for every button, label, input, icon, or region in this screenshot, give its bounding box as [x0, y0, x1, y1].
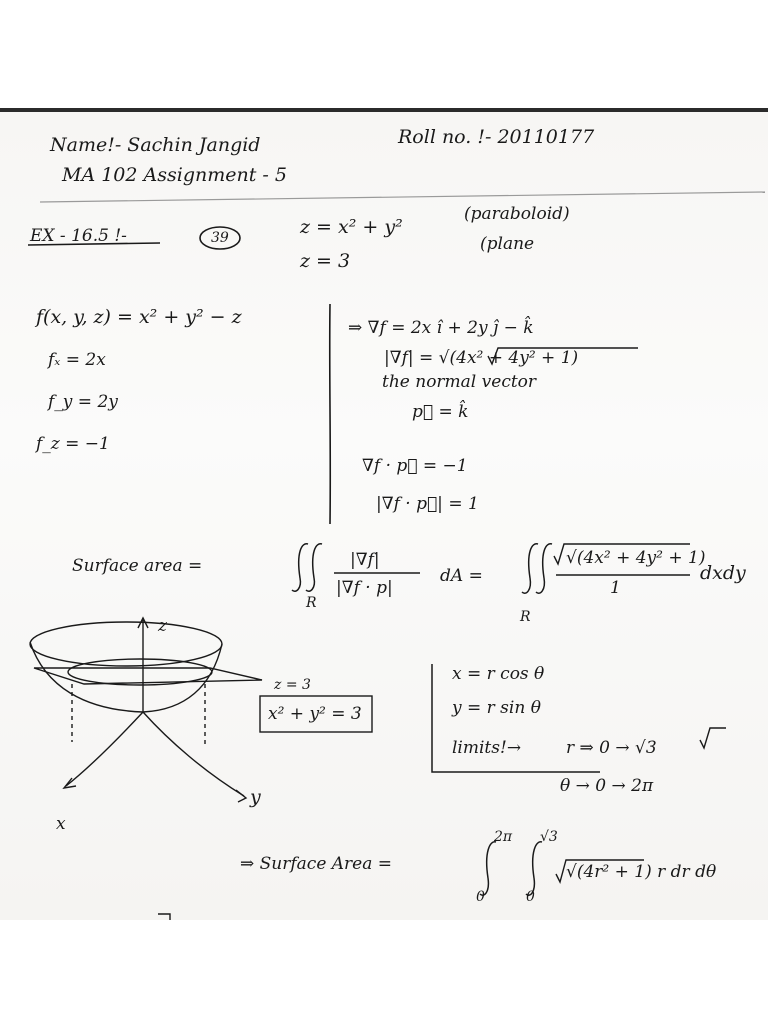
final-surface-area-label: ⇒ Surface Area = — [240, 854, 393, 874]
sketch-y-label: y — [250, 786, 261, 808]
dxdy-label: dxdy — [700, 562, 746, 584]
sketch-x-label: x — [56, 814, 66, 834]
outer-upper-limit: 2π — [494, 829, 513, 845]
paraboloid-left — [30, 642, 143, 712]
sketch-z-label: z — [158, 616, 167, 636]
equation-paraboloid: z = x² + y² — [300, 216, 403, 238]
course-assignment: MA 102 Assignment - 5 — [62, 164, 287, 186]
r-limit-sqrt — [700, 728, 726, 748]
integral-sign — [299, 544, 308, 578]
final-integrand: √(4r² + 1) r dr dθ — [566, 862, 717, 882]
gradient: ⇒ ∇f = 2x î + 2y ĵ − k̂ — [348, 318, 534, 338]
partial-fx: fₓ = 2x — [48, 350, 106, 370]
integral-sign — [522, 578, 530, 593]
final-integral-sign — [487, 842, 496, 878]
outer-lower-limit: 0 — [476, 889, 485, 905]
notebook-page — [0, 108, 768, 920]
dot-product-abs: |∇f · p⃗| = 1 — [376, 494, 479, 514]
normal-vector-label: the normal vector — [382, 372, 537, 392]
final-integral-sign — [533, 842, 542, 878]
region-label: R — [306, 595, 317, 611]
exercise-label: EX - 16.5 !- — [30, 226, 127, 246]
roll-number: Roll no. !- 20110177 — [398, 126, 595, 148]
inner-lower-limit: 0 — [526, 889, 535, 905]
inner-upper-limit: √3 — [540, 829, 558, 845]
partial-fy: f_y = 2y — [48, 392, 118, 412]
integral-sign — [543, 544, 552, 578]
student-name: Name!- Sachin Jangid — [50, 134, 261, 156]
circle-label: x² + y² = 3 — [268, 704, 362, 724]
fraction-numerator: |∇f| — [350, 550, 380, 570]
integral-sign — [292, 578, 300, 591]
integral-sign — [306, 578, 314, 591]
limits-label: limits!→ — [452, 738, 522, 758]
y-substitution: y = r sin θ — [452, 698, 541, 718]
plane-note: (plane — [480, 234, 535, 254]
x-substitution: x = r cos θ — [452, 664, 545, 684]
integrand-denominator: 1 — [610, 578, 621, 598]
work-divider — [330, 304, 331, 524]
problem-number: 39 — [211, 230, 229, 246]
paraboloid-note: (paraboloid) — [464, 204, 570, 224]
integrand-numerator: √(4x² + 4y² + 1) — [566, 548, 706, 568]
plane-label: z = 3 — [274, 677, 311, 693]
surface-area-label: Surface area = — [72, 556, 203, 576]
integral-sign — [313, 544, 322, 578]
intersection-circle — [68, 659, 212, 685]
dA-label: dA = — [440, 566, 483, 586]
integral-sign — [529, 544, 538, 578]
r-limits: r ⇒ 0 → √3 — [566, 738, 657, 758]
f-definition: f(x, y, z) = x² + y² − z — [36, 306, 242, 328]
theta-limits: θ → 0 → 2π — [560, 776, 654, 796]
header-rule — [40, 192, 765, 202]
y-axis — [143, 712, 244, 796]
equation-plane: z = 3 — [300, 250, 351, 272]
gradient-magnitude: |∇f| = √(4x² + 4y² + 1) — [384, 348, 579, 368]
unit-vector-p: p⃗ = k̂ — [412, 402, 469, 422]
integral-sign — [536, 578, 544, 593]
dot-product: ∇f · p⃗ = −1 — [362, 456, 468, 476]
region-label-right: R — [520, 609, 531, 625]
fraction-denominator: |∇f · p| — [336, 578, 393, 598]
partial-fz: f_z = −1 — [36, 434, 110, 454]
x-axis — [66, 712, 143, 786]
